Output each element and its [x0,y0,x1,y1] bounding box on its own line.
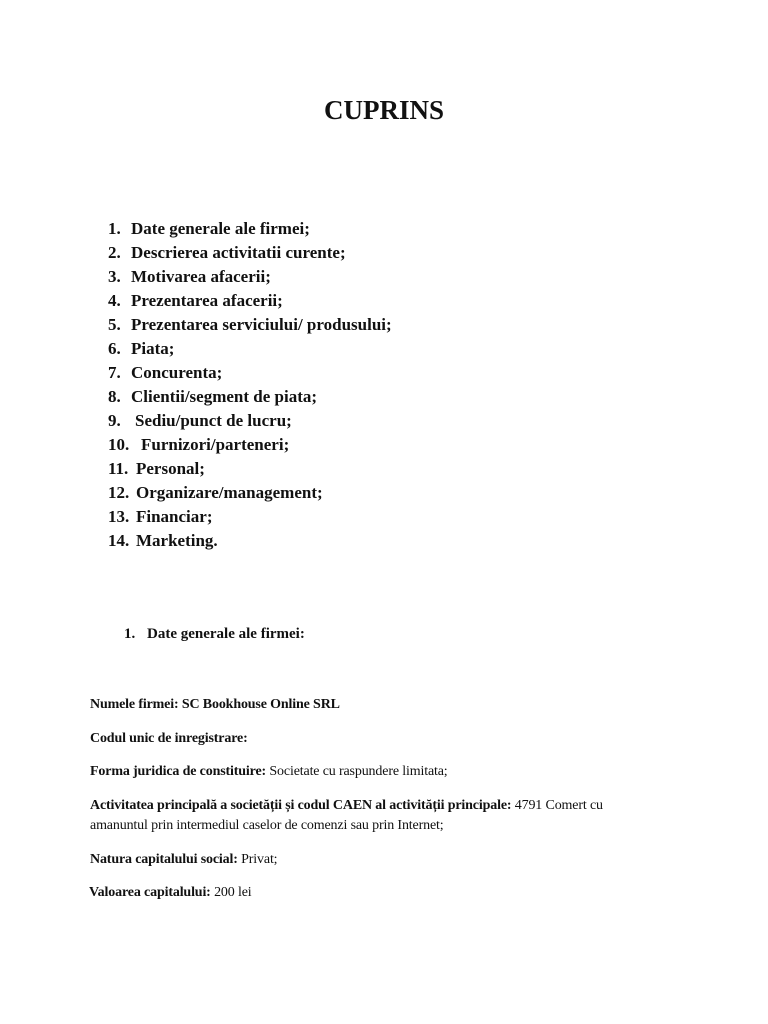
toc-item-text: Financiar; [136,507,213,526]
toc-item-number: 3. [108,267,121,286]
toc-item-text: Marketing. [136,531,218,550]
toc-item-text: Prezentarea afacerii; [131,291,283,310]
field-value: 4791 Comert cu [514,798,603,813]
toc-item [108,481,392,505]
toc-item-text: Clientii/segment de piata; [131,387,318,406]
field-label: Natura capitalului social: [90,852,238,867]
toc-item-text: Descrierea activitatii curente; [131,243,346,262]
main-activity-field-continuation [90,817,444,835]
toc-item-number: 1. [108,219,121,238]
field-value: Privat; [241,852,278,867]
toc-item [108,385,392,409]
field-label: Activitatea principală a societății și codul CAEN al activității principale: [90,798,512,813]
toc-item [108,409,392,433]
page-title: CUPRINS [323,95,444,125]
toc-item-number: 6. [108,339,121,358]
toc-item [108,241,392,265]
toc-item-number: 11. [108,459,129,478]
toc-item-number: 4. [108,291,121,310]
field-label: Numele firmei: [90,697,179,712]
section-heading [124,624,305,644]
field-label: Forma juridica de constituire: [90,764,267,779]
toc-item [108,289,392,313]
toc-item-number: 8. [108,387,121,406]
toc-item [108,505,392,529]
toc-item-text: Date generale ale firmei; [131,219,310,238]
toc-item-number: 5. [108,315,121,334]
registration-code-field [90,730,248,748]
toc-item-text: Personal; [136,459,205,478]
toc-item [108,529,392,553]
section-number: 1. [124,626,136,642]
toc-item-text: Motivarea afacerii; [131,267,271,286]
legal-form-field [90,763,448,781]
main-activity-field [90,797,603,815]
toc-item-number: 2. [108,243,121,262]
toc-item-number: 7. [108,363,121,382]
toc-item [108,433,392,457]
toc-item [108,313,392,337]
toc-item-text: Furnizori/parteneri; [141,435,290,454]
field-value: SC Bookhouse Online SRL [181,697,340,712]
company-name-field [90,696,340,714]
table-of-contents [108,217,392,553]
capital-nature-field [90,851,277,869]
field-value: Societate cu raspundere limitata; [269,764,448,779]
toc-item-number: 9. [108,411,121,430]
toc-item [108,265,392,289]
field-label: Codul unic de inregistrare: [90,731,248,746]
field-label: Valoarea capitalului: [89,885,211,900]
field-value: 200 lei [214,885,252,900]
toc-item-number: 10. [108,435,130,454]
toc-item-text: Organizare/management; [136,483,323,502]
field-value: amanuntul prin intermediul caselor de comenzi sau prin Internet; [90,818,444,833]
toc-item-text: Prezentarea serviciului/ produsului; [131,315,392,334]
toc-item-text: Concurenta; [131,363,223,382]
toc-item [108,217,392,241]
toc-item-text: Sediu/punct de lucru; [135,411,292,430]
toc-item-number: 13. [108,507,130,526]
toc-item [108,457,392,481]
toc-item-text: Piata; [131,339,175,358]
toc-item [108,337,392,361]
toc-item-number: 14. [108,531,130,550]
section-title: Date generale ale firmei: [147,626,305,642]
toc-item-number: 12. [108,483,130,502]
capital-value-field [89,884,252,902]
toc-item [108,361,392,385]
